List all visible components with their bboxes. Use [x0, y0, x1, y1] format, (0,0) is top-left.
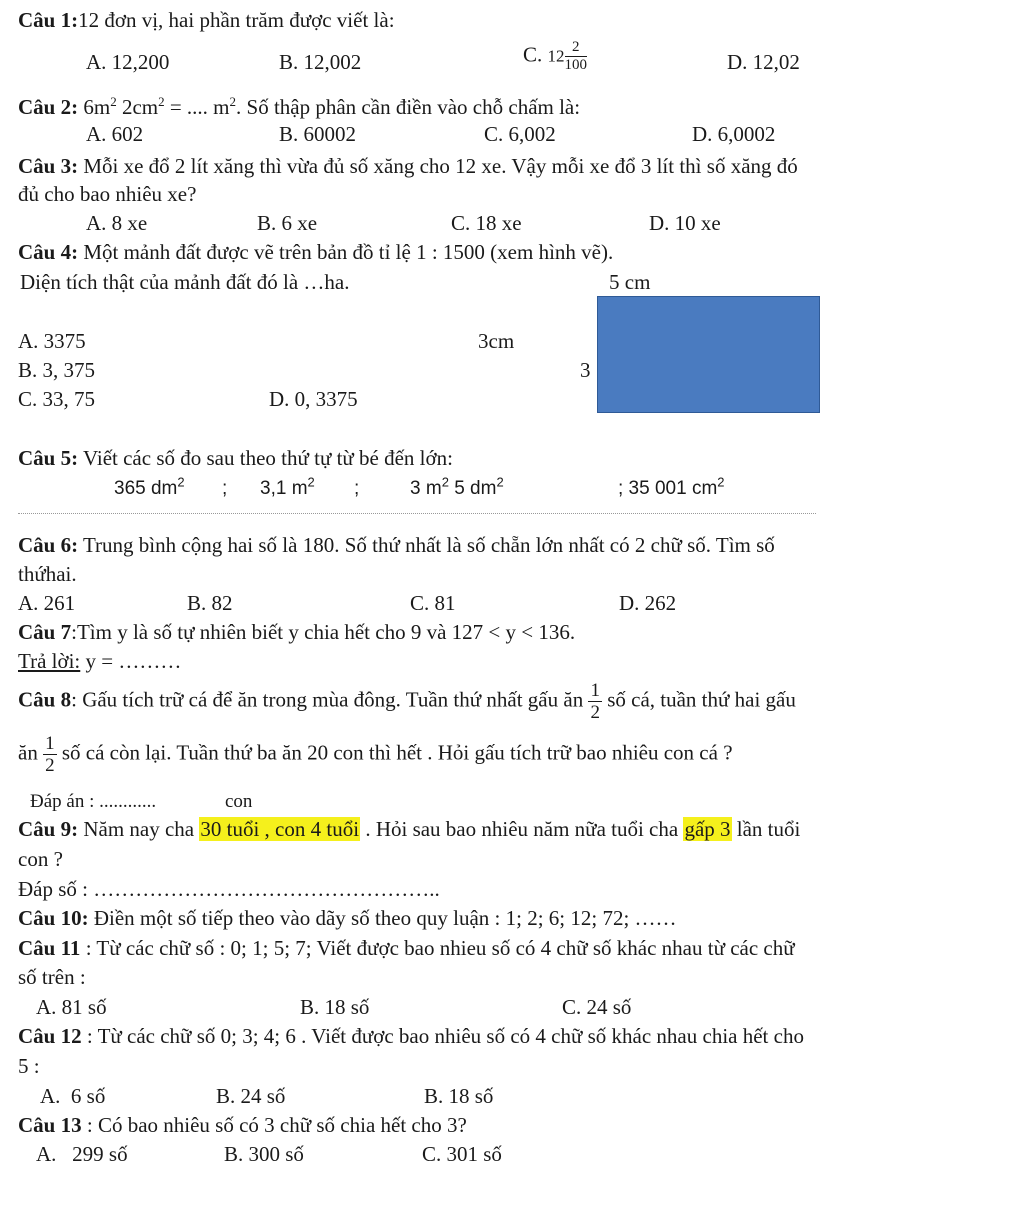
q12-option-b: B. 24 số	[216, 1084, 286, 1108]
q3-option-a: A. 8 xe	[86, 211, 148, 235]
q12-label: Câu 12	[18, 1024, 82, 1048]
q1-option-d: D. 12,02	[727, 50, 800, 74]
q11-stem-line2: số trên :	[18, 965, 86, 989]
q4-stem-line2: Diện tích thật của mảnh đất đó là …ha.	[20, 270, 350, 294]
q12-option-c: B. 18 số	[424, 1084, 494, 1108]
q4-option-b: B. 3, 375	[18, 358, 96, 382]
q7-label: Câu 7	[18, 620, 72, 644]
q6-label: Câu 6:	[18, 533, 79, 557]
q5-value-1: 365 $dm^2$	[114, 474, 185, 499]
q5-answer-line	[18, 513, 816, 514]
q6-option-b: B. 82	[187, 591, 233, 615]
q8-fraction-2: $\frac{1}{2}$	[45, 733, 55, 776]
q9-highlight-ages: 30 tuổi , con 4 tuổi	[200, 817, 360, 841]
q4-dim-left: 3cm	[478, 329, 515, 353]
q13-stem: Câu 13 : Có bao nhiêu số có 3 chữ số chia hết cho 3?	[18, 1113, 467, 1137]
q5-value-3: 3 $m^2$ 5 $dm^2$	[410, 474, 504, 499]
q6-stem-line2: thứhai.	[18, 562, 77, 586]
q4-dim-side: 3	[580, 358, 591, 382]
q1-text: 12 đơn vị, hai phần trăm được viết là:	[78, 8, 395, 32]
q3-option-b: B. 6 xe	[257, 211, 318, 235]
q1-option-b: B. 12,002	[279, 50, 362, 74]
q10-stem: Câu 10: Điền một số tiếp theo vào dãy số theo quy luận : 1; 2; 6; 12; 72; ……	[18, 906, 677, 930]
q11-label: Câu 11	[18, 936, 81, 960]
q11-stem: Câu 11 : Từ các chữ số : 0; 1; 5; 7; Viết được bao nhieu số có 4 chữ số khác nhau từ các chữ	[18, 936, 795, 960]
q5-value-2: 3,1 $m^2$	[260, 474, 315, 499]
q3-stem-line2: đủ cho bao nhiêu xe?	[18, 182, 197, 206]
q8-stem: Câu 8: Gấu tích trữ cá để ăn trong mùa đông. Tuần thứ nhất gấu ăn $\frac{1}{2}$ số cá, tuần thứ hai gấu	[18, 680, 796, 723]
q9-highlight-times: gấp 3	[684, 817, 731, 841]
q4-option-a: A. 3375	[18, 329, 86, 353]
q5-sep-1: ;	[222, 478, 228, 499]
q2-option-a: A. 602	[86, 122, 144, 146]
q1-option-c: C. 12 $\frac{2}{100}$	[523, 39, 588, 73]
q5-value-4: ; 35 001 $cm^2$	[618, 474, 725, 499]
q2-label: Câu 2:	[18, 95, 79, 119]
q3-option-c: C. 18 xe	[451, 211, 522, 235]
q4-land-rectangle	[597, 296, 820, 413]
q9-stem: Câu 9: Năm nay cha 30 tuổi , con 4 tuổi . Hỏi sau bao nhiêu năm nữa tuổi cha gấp 3 lần tuổi	[18, 817, 801, 841]
q1-stem	[18, 10, 395, 31]
q5-label: Câu 5:	[18, 446, 79, 470]
q1-option-a: A. 12,200	[86, 50, 170, 74]
q12-option-a: A. 6 số	[40, 1084, 106, 1108]
q9-stem-line2: con ?	[18, 847, 63, 871]
q13-option-b: B. 300 số	[224, 1142, 304, 1166]
q4-dim-top: 5 cm	[609, 270, 651, 294]
q3-label: Câu 3:	[18, 154, 79, 178]
q3-option-d: D. 10 xe	[649, 211, 721, 235]
q8-stem-line2: ăn $\frac{1}{2}$ số cá còn lại. Tuần thứ ba ăn 20 con thì hết . Hỏi gấu tích trữ bao nhiêu con cá ?	[18, 733, 733, 776]
q7-stem: Câu 7:Tìm y là số tự nhiên biết y chia hết cho 9 và 127 < y < 136.	[18, 620, 576, 644]
q6-option-a: A. 261	[18, 591, 76, 615]
q5-stem: Câu 5: Viết các số đo sau theo thứ tự từ bé đến lớn:	[18, 446, 453, 470]
q12-stem-line2: 5 :	[18, 1054, 40, 1078]
q11-option-a: A. 81 số	[36, 995, 107, 1019]
q2-option-b: B. 60002	[279, 122, 357, 146]
q2-text: . Số thập phân cần điền vào chỗ chấm là:	[236, 95, 581, 119]
q4-label: Câu 4:	[18, 240, 79, 264]
q7-answer: Trả lời: y = ………	[18, 649, 182, 673]
q4-stem: Câu 4: Một mảnh đất được vẽ trên bản đồ tỉ lệ 1 : 1500 (xem hình vẽ).	[18, 240, 614, 264]
q1-label: Câu 1:	[18, 8, 79, 32]
q2-option-c: C. 6,002	[484, 122, 556, 146]
q6-option-c: C. 81	[410, 591, 456, 615]
q2-stem: Câu 2: $6m^2$ $2cm^2$ = .... $m^2$. Số thập phân cần điền vào chỗ chấm là:	[18, 94, 581, 119]
q2-option-d: D. 6,0002	[692, 122, 776, 146]
q4-option-c: C. 33, 75	[18, 387, 96, 411]
q5-sep-2: ;	[354, 478, 360, 499]
q13-label: Câu 13	[18, 1113, 82, 1137]
q9-label: Câu 9:	[18, 817, 79, 841]
q6-option-d: D. 262	[619, 591, 677, 615]
q12-stem: Câu 12 : Từ các chữ số 0; 3; 4; 6 . Viết được bao nhiêu số có 4 chữ số khác nhau chia hết cho	[18, 1024, 804, 1048]
q8-answer: Đáp án : ............	[30, 791, 157, 812]
q4-option-d: D. 0, 3375	[269, 387, 358, 411]
q3-stem: Câu 3: Mỗi xe đổ 2 lít xăng thì vừa đủ số xăng cho 12 xe. Vậy mỗi xe đổ 3 lít thì số xăng đó	[18, 154, 798, 178]
q8-answer-unit: con	[225, 791, 253, 812]
q13-option-c: C. 301 số	[422, 1142, 502, 1166]
q6-stem: Câu 6: Trung bình cộng hai số là 180. Số thứ nhất là số chẵn lớn nhất có 2 chữ số. Tìm số	[18, 533, 775, 557]
q13-option-a: A. 299 số	[36, 1142, 128, 1166]
q8-label: Câu 8	[18, 687, 72, 712]
q10-label: Câu 10:	[18, 906, 89, 930]
q8-fraction-1: $\frac{1}{2}$	[590, 680, 600, 723]
q11-option-b: B. 18 số	[300, 995, 370, 1019]
q1-fraction: $\frac{2}{100}$	[564, 39, 588, 73]
q9-answer: Đáp số : …………………………………………..	[18, 877, 440, 901]
q11-option-c: C. 24 số	[562, 995, 632, 1019]
